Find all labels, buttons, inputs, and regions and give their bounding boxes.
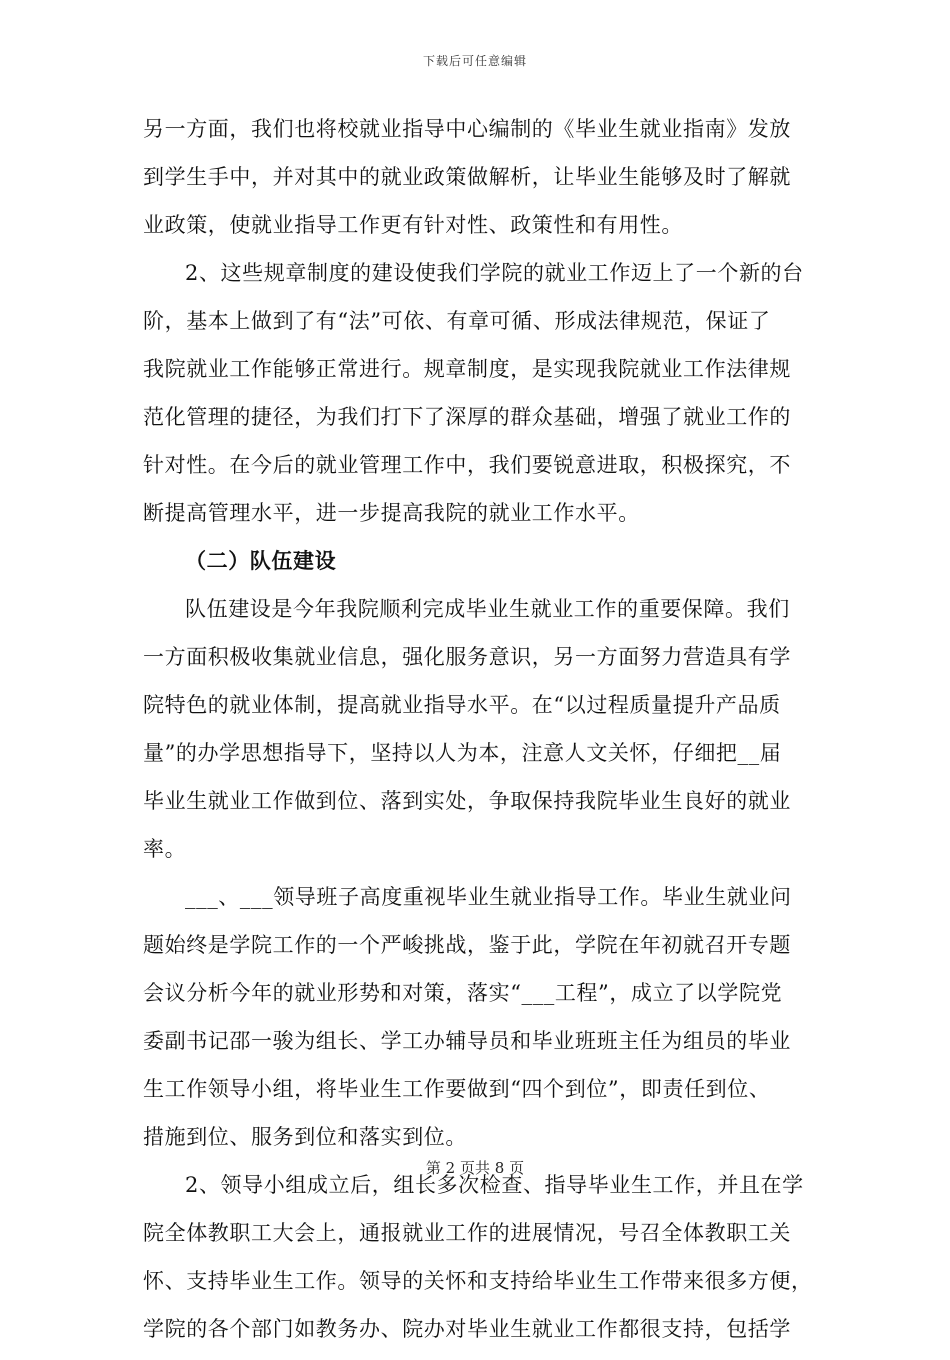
page-number: 第 2 页共 8 页 (425, 1159, 525, 1177)
body-line: 另一方面，我们也将校就业指导中心编制的《毕业生就业指南》发放 (143, 117, 791, 141)
body-line: 院特色的就业体制，提高就业指导水平。在“以过程质量提升产品质 (143, 693, 781, 717)
body-line: 针对性。在今后的就业管理工作中，我们要锐意进取，积极探究，不 (143, 453, 791, 477)
section-heading: （二）队伍建设 (185, 548, 337, 573)
body-line: 委副书记邵一骏为组长、学工办辅导员和毕业班班主任为组员的毕业 (143, 1029, 791, 1053)
body-line: 一方面积极收集就业信息，强化服务意识，另一方面努力营造具有学 (143, 645, 791, 669)
body-line: ___、___领导班子高度重视毕业生就业指导工作。毕业生就业问 (185, 885, 792, 909)
body-line: 断提高管理水平，进一步提高我院的就业工作水平。 (143, 501, 640, 525)
body-line: 措施到位、服务到位和落实到位。 (143, 1125, 467, 1149)
body-line: 毕业生就业工作做到位、落到实处，争取保持我院毕业生良好的就业 (143, 789, 791, 813)
body-line: 怀、支持毕业生工作。领导的关怀和支持给毕业生工作带来很多方便， (143, 1269, 813, 1293)
body-line: 队伍建设是今年我院顺利完成毕业生就业工作的重要保障。我们 (185, 597, 790, 621)
body-line: 量”的办学思想指导下，坚持以人为本，注意人文关怀，仔细把__届 (143, 741, 782, 765)
body-line: 学院的各个部门如教务办、院办对毕业生就业工作都很支持，包括学 (143, 1317, 791, 1341)
body-line: 阶，基本上做到了有“法”可依、有章可循、形成法律规范，保证了 (143, 309, 771, 333)
body-line: 范化管理的捷径，为我们打下了深厚的群众基础，增强了就业工作的 (143, 405, 791, 429)
body-line: 题始终是学院工作的一个严峻挑战，鉴于此，学院在年初就召开专题 (143, 933, 791, 957)
body-line: 2、领导小组成立后，组长多次检查、指导毕业生工作，并且在学 (185, 1173, 804, 1197)
body-line: 院全体教职工大会上，通报就业工作的进展情况，号召全体教职工关 (143, 1221, 791, 1245)
body-line: 到学生手中，并对其中的就业政策做解析，让毕业生能够及时了解就 (143, 165, 791, 189)
body-line: 率。 (143, 837, 187, 861)
body-line: 我院就业工作能够正常进行。规章制度，是实现我院就业工作法律规 (143, 357, 791, 381)
page-header: 下载后可任意编辑 (422, 54, 527, 68)
body-line: 业政策，使就业指导工作更有针对性、政策性和有用性。 (143, 213, 683, 237)
body-line: 生工作领导小组，将毕业生工作要做到“四个到位”，即责任到位、 (143, 1077, 771, 1101)
body-line: 2、这些规章制度的建设使我们学院的就业工作迈上了一个新的台 (185, 261, 804, 285)
body-line: 会议分析今年的就业形势和对策，落实“___工程”，成立了以学院党 (143, 981, 783, 1005)
